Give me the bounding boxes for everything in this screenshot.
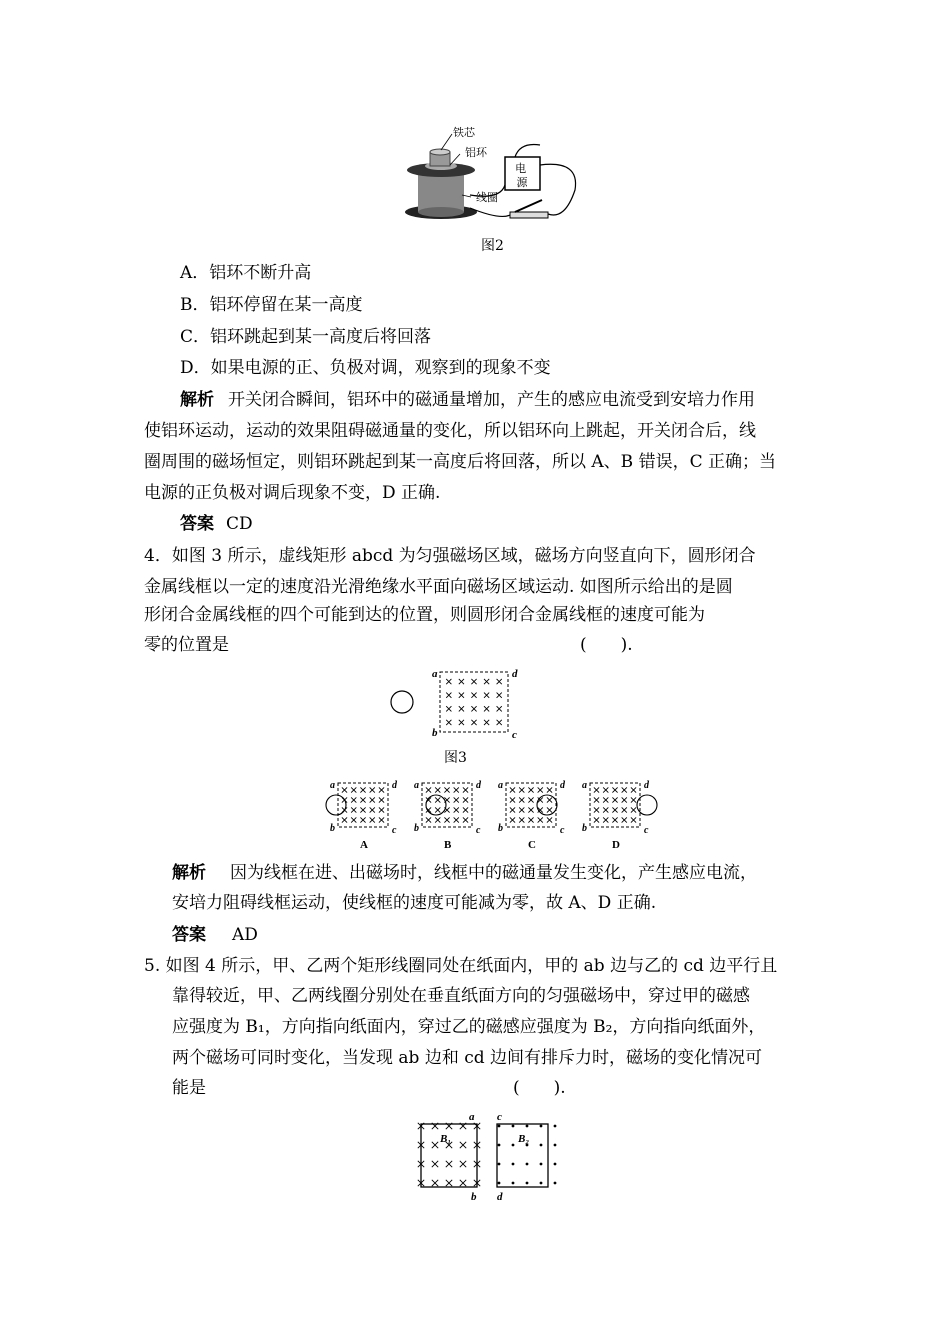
q4-analysis-line-2: 安培力阻碍线框运动，使线框的速度可能减为零，故 A、D 正确.	[172, 893, 657, 913]
label-iron-core: 铁芯	[453, 127, 475, 139]
q4-analysis-line-1: 因为线框在进、出磁场时，线框中的磁通量发生变化，产生感应电流，	[230, 863, 757, 883]
field-cross-mark	[460, 1142, 466, 1148]
coil-jia	[418, 1111, 480, 1203]
field-dot-mark	[498, 1163, 501, 1166]
field-cross-mark	[460, 1180, 466, 1186]
field-dot-mark	[512, 1163, 515, 1166]
coil-yi	[497, 1111, 556, 1203]
q3-answer-label: 答案	[180, 514, 214, 534]
field-dot-mark	[498, 1125, 501, 1128]
field-dot-mark	[540, 1144, 543, 1147]
label-b2: B₂	[518, 1133, 530, 1145]
figure-3-caption: 图3	[444, 750, 467, 766]
option-label-D: D	[612, 839, 620, 851]
option-label-B: B	[444, 839, 452, 851]
q5-stem-line-3: 应强度为 B₁，方向指向纸面内，穿过乙的磁感应强度为 B₂，方向指向纸面外，	[172, 1017, 766, 1037]
q3-analysis-label: 解析	[180, 390, 214, 410]
q4-answer-blank: ( ).	[580, 635, 633, 655]
field-dot-mark	[512, 1144, 515, 1147]
field-dot-mark	[554, 1182, 557, 1185]
q3-analysis-line-4: 电源的正负极对调后现象不变，D 正确.	[144, 483, 441, 503]
option-label-C: C	[528, 839, 536, 851]
q4-stem-line-4: 零的位置是	[144, 635, 229, 655]
corner-label-a: a	[498, 780, 503, 791]
corner-label-b: b	[582, 823, 587, 834]
option-a: A．铝环不断升高	[180, 263, 312, 283]
label-coil: 线圈	[476, 192, 498, 204]
field-cross-mark	[446, 1161, 452, 1167]
field-dot-mark	[554, 1125, 557, 1128]
option-b: B．铝环停留在某一高度	[180, 295, 363, 315]
corner-label-c: c	[644, 825, 649, 836]
q4-stem-line-1: 4．如图 3 所示，虚线矩形 abcd 为匀强磁场区域，磁场方向竖直向下，圆形闭合	[144, 546, 756, 566]
field-dot-mark	[498, 1182, 501, 1185]
field-dot-mark	[540, 1125, 543, 1128]
q3-analysis-line-1: 开关闭合瞬间，铝环中的磁通量增加，产生的感应电流受到安培力作用	[228, 390, 755, 410]
q4-analysis-label: 解析	[172, 863, 206, 883]
q4-answer-label: 答案	[172, 925, 206, 945]
corner-label-c: c	[392, 825, 397, 836]
q3-analysis-line-3: 圈周围的磁场恒定，则铝环跳起到某一高度后将回落，所以 A、B 错误，C 正确；当	[144, 452, 776, 472]
label-c: c	[497, 1111, 502, 1123]
option-d: D．如果电源的正、负极对调，观察到的现象不变	[180, 358, 551, 378]
figure-2-caption: 图2	[481, 238, 504, 254]
field-cross-mark	[432, 1180, 438, 1186]
corner-label-b: b	[432, 727, 438, 739]
option-c: C．铝环跳起到某一高度后将回落	[180, 327, 432, 347]
field-dot-mark	[540, 1182, 543, 1185]
field-dot-mark	[512, 1125, 515, 1128]
corner-label-b: b	[330, 823, 335, 834]
label-a: a	[469, 1111, 475, 1123]
corner-label-a: a	[582, 780, 587, 791]
corner-label-d: d	[560, 780, 565, 791]
field-dot-mark	[554, 1163, 557, 1166]
label-power-char-1: 电	[515, 163, 527, 175]
field-dot-mark	[540, 1163, 543, 1166]
q5-answer-blank: ( ).	[513, 1078, 566, 1098]
q5-stem-line-4: 两个磁场可同时变化，当发现 ab 边和 cd 边间有排斥力时，磁场的变化情况可	[172, 1048, 763, 1068]
field-dot-mark	[498, 1144, 501, 1147]
corner-label-c: c	[560, 825, 565, 836]
field-dot-mark	[526, 1163, 529, 1166]
corner-label-c: c	[476, 825, 481, 836]
label-b1: B₁	[440, 1133, 452, 1145]
label-aluminum-ring: 铝环	[465, 147, 487, 159]
q4-answer: AD	[232, 925, 258, 945]
label-power-char-2: 源	[516, 177, 528, 189]
field-cross-mark	[432, 1142, 438, 1148]
label-b: b	[471, 1191, 477, 1203]
option-label-A: A	[360, 839, 368, 851]
q4-stem-line-2: 金属线框以一定的速度沿光滑绝缘水平面向磁场区域运动. 如图所示给出的是圆	[144, 577, 733, 597]
q4-stem-line-3: 形闭合金属线框的四个可能到达的位置，则圆形闭合金属线框的速度可能为	[144, 605, 705, 625]
field-cross-mark	[432, 1161, 438, 1167]
corner-label-a: a	[414, 780, 419, 791]
field-dot-mark	[554, 1144, 557, 1147]
corner-label-b: b	[498, 823, 503, 834]
corner-label-c: c	[512, 729, 517, 741]
q5-stem-line-2: 靠得较近，甲、乙两线圈分别处在垂直纸面方向的匀强磁场中，穿过甲的磁感	[172, 986, 750, 1006]
q5-stem-line-5: 能是	[172, 1078, 206, 1098]
q5-stem-line-1: 5. 如图 4 所示，甲、乙两个矩形线圈同处在纸面内，甲的 ab 边与乙的 cd 边平行且	[144, 956, 778, 976]
field-dot-mark	[526, 1182, 529, 1185]
corner-label-d: d	[512, 668, 518, 680]
field-cross-mark	[446, 1180, 452, 1186]
corner-label-d: d	[476, 780, 481, 791]
corner-label-b: b	[414, 823, 419, 834]
label-d: d	[497, 1191, 503, 1203]
q3-analysis-line-2: 使铝环运动，运动的效果阻碍磁通量的变化，所以铝环向上跳起，开关闭合后，线	[144, 421, 756, 441]
corner-label-d: d	[392, 780, 397, 791]
field-cross-mark	[460, 1161, 466, 1167]
corner-label-a: a	[432, 668, 438, 680]
q3-answer: CD	[226, 514, 253, 534]
corner-label-a: a	[330, 780, 335, 791]
field-dot-mark	[526, 1125, 529, 1128]
corner-label-d: d	[644, 780, 649, 791]
field-dot-mark	[512, 1182, 515, 1185]
